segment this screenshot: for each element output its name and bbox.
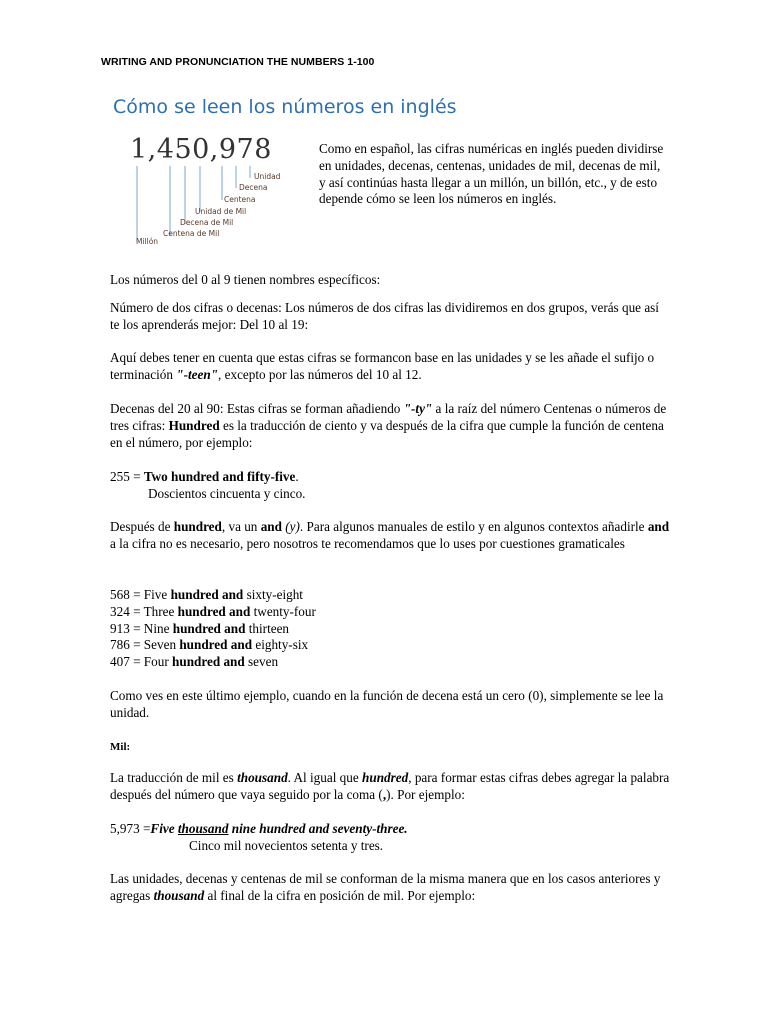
text-run: Aquí debes tener en cuenta que estas cifras se formancon base en las unidades y se les añade el sufijo o terminación [110,350,655,382]
text-run: . Para algunos manuales de estilo y en algunos contextos añadirle [299,519,648,534]
example-number: 1,450,978 [130,134,272,165]
paragraph-thousand [110,770,670,804]
text-run: . Al igual que [287,770,363,785]
text-run: , excepto por las números del 10 al 12. [218,366,422,382]
example-number: 255 = [110,469,144,484]
emphasis-hundred: hundred [362,770,409,785]
emphasis-teen: "-teen" [176,366,219,382]
examples-list [110,587,670,671]
label-centena-de-mil: Centena de Mil [163,229,220,238]
emphasis-hundred: hundred [173,519,222,534]
label-unidad-de-mil: Unidad de Mil [195,207,247,216]
label-unidad: Unidad [254,172,281,181]
example-255 [110,469,670,503]
text-run: ). Por ejemplo: [386,786,465,802]
text-run: . [295,469,299,484]
emphasis-ty: "-ty" [403,401,433,416]
paragraph-zero [110,688,670,722]
emphasis-thousand: thousand [237,770,288,785]
label-decena: Decena [239,183,268,192]
paragraph-ty-hundred [110,401,670,451]
text-run: Decenas del 20 al 90: Estas cifras se forman añadiendo [110,401,404,416]
emphasis-thousand: thousand [153,887,205,903]
emphasis-y: (y) [281,519,300,534]
example-line: 913 = Nine hundred and thirteen [110,620,290,636]
paragraph-text: Como ves en este último ejemplo, cuando en la función de decena está un cero (0), simplemente se lee la unidad. [110,688,664,720]
paragraph-thousands-units [110,871,670,905]
example-english-thousand: thousand [177,821,229,836]
label-decena-de-mil: Decena de Mil [180,218,234,227]
text-run: a la raíz del número Centenas o números de tres cifras: [110,401,667,433]
paragraph-and [110,519,670,553]
emphasis-hundred: Hundred [168,417,220,433]
example-spanish: Cinco mil novecientos setenta y tres. [189,837,384,853]
number-place-value-diagram [130,134,310,252]
label-centena: Centena [224,195,256,204]
example-english: Five [150,821,178,836]
paragraph-text: Los números del 0 al 9 tienen nombres específicos: [110,272,381,287]
text-run: , para formar estas cifras debes agregar la palabra después del número que vaya seguido por la coma ( [110,770,670,802]
mil-heading: Mil: [110,741,131,753]
emphasis-and: and [647,519,670,534]
mil-heading-block [110,739,670,756]
emphasis-comma: , [382,786,387,802]
text-run: La traducción de mil es [110,770,238,785]
example-line: 324 = Three hundred and twenty-four [110,603,316,619]
label-millon: Millón [136,237,159,246]
paragraph-teen [110,350,670,384]
text-run: al final de la cifra en posición de mil. Por ejemplo: [204,887,476,903]
intro-paragraph: Como en español, las cifras numéricas en inglés pueden dividirse en unidades, decenas, centenas, unidades de mil, decenas de mil, y así continúas hasta llegar a un millón, un billón, etc., y de esto depende cómo se leen los números en inglés. [319,141,664,207]
paragraph-text: Número de dos cifras o decenas: Los números de dos cifras las dividiremos en dos grupos, verás que así te los aprenderás mejor: Del 10 al 19: [110,300,659,332]
paragraph-two-digits [110,300,670,334]
text-run: Las unidades, decenas y centenas de mil se conforman de la misma manera que en los casos anteriores y agregas [110,871,661,903]
example-spanish: Doscientos cincuenta y cinco. [148,485,306,501]
example-line: 786 = Seven hundred and eighty-six [110,637,309,653]
text-run: , va un [221,519,261,534]
text-run: a la cifra no es necesario, pero nosotros te recomendamos que lo uses por cuestiones gramaticales [110,535,625,551]
text-run: es la traducción de ciento y va después de la cifra que cumple la función de centena en el número, por ejemplo: [110,417,664,450]
document-header: WRITING AND PRONUNCIATION THE NUMBERS 1-100 [101,56,375,68]
paragraph-0-9 [110,272,670,289]
example-5973 [110,821,670,855]
example-line: 407 = Four hundred and seven [110,654,279,670]
emphasis-and: and [260,519,282,534]
example-english: nine hundred and seventy-three. [228,821,408,836]
example-number: 5,973 = [110,821,151,836]
example-line: 568 = Five hundred and sixty-eight [110,587,303,602]
text-run: Después de [110,519,174,534]
section-title: Cómo se leen los números en inglés [113,96,457,118]
example-english: Two hundred and fifty-five [143,469,296,484]
